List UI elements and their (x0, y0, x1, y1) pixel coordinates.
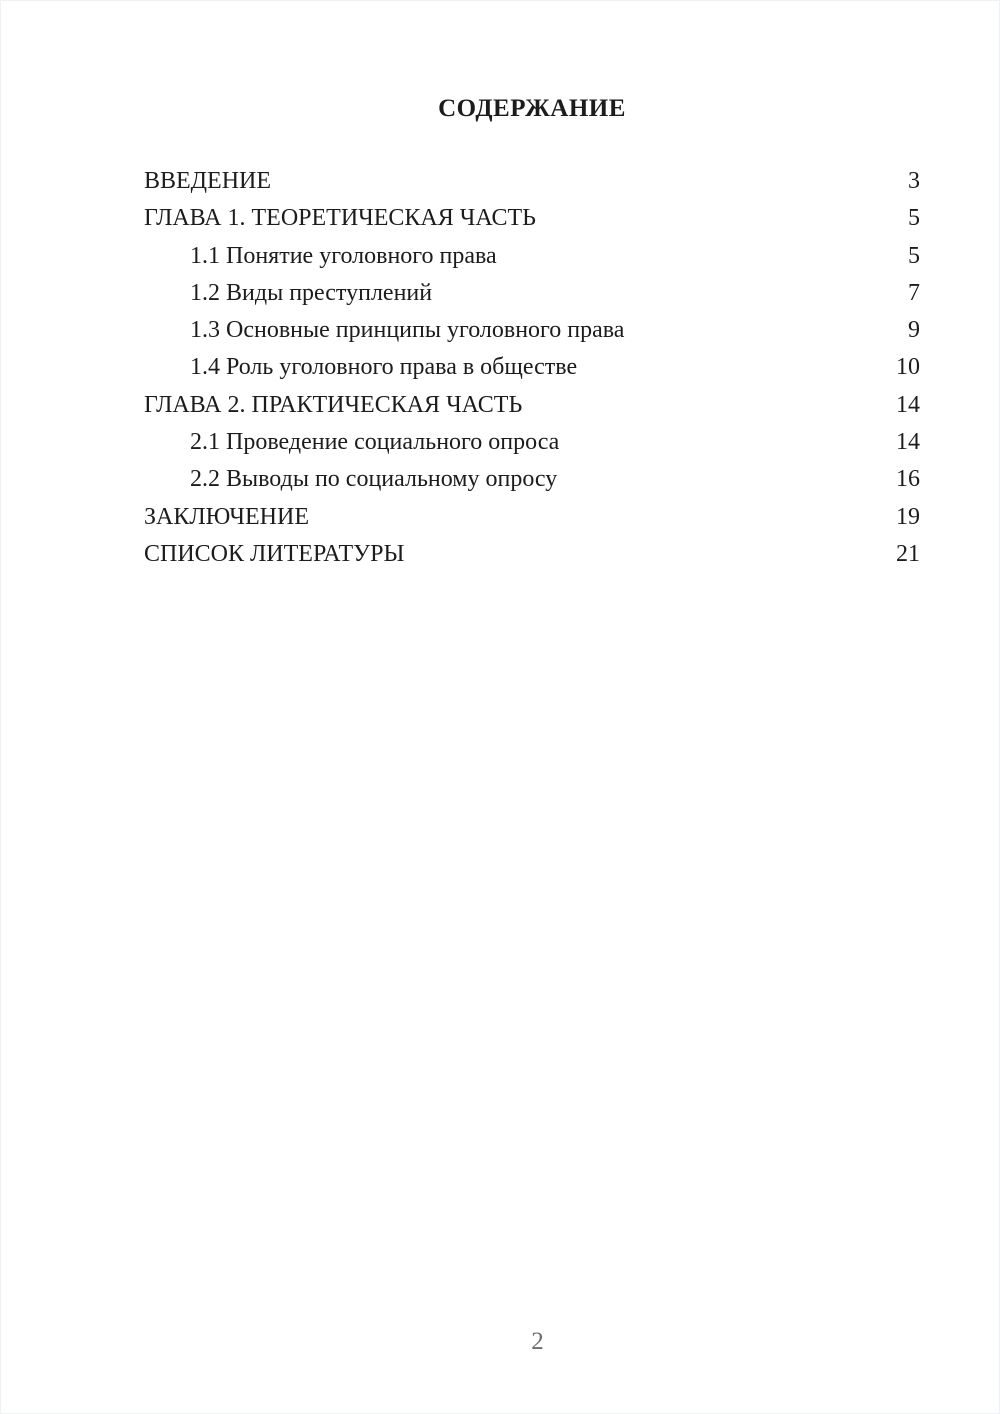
toc-entry-label: 1.4 Роль уголовного права в обществе (190, 354, 578, 381)
table-of-contents (144, 163, 920, 573)
toc-entry-page-number: 9 (908, 317, 920, 344)
toc-entry (144, 163, 920, 200)
toc-entry (144, 424, 920, 461)
toc-entry (144, 349, 920, 386)
toc-entry-page-number: 21 (896, 540, 920, 567)
toc-entry (144, 238, 920, 275)
toc-entry-page-number: 14 (896, 429, 920, 456)
toc-entry (144, 312, 920, 349)
toc-entry-page-number: 14 (896, 391, 920, 418)
toc-entry-label: ЗАКЛЮЧЕНИЕ (144, 503, 309, 530)
toc-entry (144, 387, 920, 424)
toc-entry-label: 1.3 Основные принципы уголовного права (190, 317, 625, 344)
toc-entry (144, 275, 920, 312)
toc-entry-label: ГЛАВА 2. ПРАКТИЧЕСКАЯ ЧАСТЬ (144, 391, 523, 418)
toc-entry-page-number: 3 (908, 168, 920, 194)
toc-entry-label: 2.2 Выводы по социальному опросу (190, 466, 558, 493)
toc-entry-label: 1.2 Виды преступлений (190, 279, 433, 306)
page-title: СОДЕРЖАНИЕ (438, 95, 626, 122)
toc-entry (144, 499, 920, 536)
footer-page-number: 2 (531, 1328, 544, 1355)
toc-entry-page-number: 10 (896, 354, 920, 381)
toc-entry-page-number: 16 (896, 466, 920, 493)
toc-entry-page-number: 5 (908, 205, 920, 232)
toc-entry-page-number: 7 (908, 279, 920, 306)
toc-entry (144, 200, 920, 237)
toc-entry-label: ВВЕДЕНИЕ (144, 168, 272, 194)
toc-entry-label: ГЛАВА 1. ТЕОРЕТИЧЕСКАЯ ЧАСТЬ (144, 205, 536, 232)
toc-entry (144, 536, 920, 573)
toc-entry-label: СПИСОК ЛИТЕРАТУРЫ (144, 540, 405, 567)
toc-entry (144, 461, 920, 498)
toc-entry-label: 2.1 Проведение социального опроса (190, 429, 560, 456)
toc-entry-page-number: 5 (908, 242, 920, 269)
toc-entry-label: 1.1 Понятие уголовного права (190, 242, 497, 269)
toc-entry-page-number: 19 (896, 503, 920, 530)
